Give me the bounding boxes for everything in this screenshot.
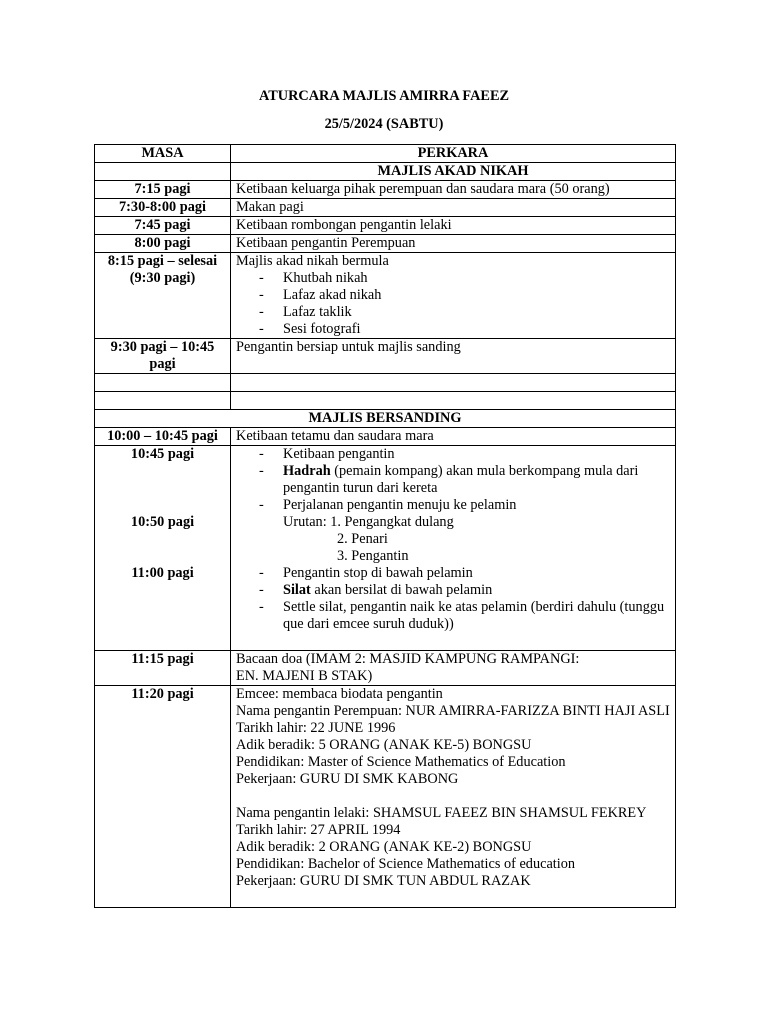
urutan-line: 3. Pengantin [337,548,409,564]
biodata-line: Tarikh lahir: 27 APRIL 1994 [236,822,401,838]
section-row-akad [95,163,676,181]
dash-bullet: - [259,270,264,286]
urutan-line: Urutan: 1. Pengangkat dulang [283,514,454,530]
list-item [236,270,670,287]
table-row [95,199,676,217]
list-item-text: Ketibaan pengantin [283,446,395,462]
list-item [236,582,670,599]
event-cell [231,651,676,686]
biodata-line: Pendidikan: Bachelor of Science Mathematics of education [236,856,576,872]
table-row-akad-main [95,253,676,339]
table-row [95,651,676,686]
document-date: 25/5/2024 (SABTU) [324,116,444,132]
dash-bullet: - [259,304,264,320]
list-item-text: Khutbah nikah [283,270,368,286]
time-cell: 7:45 pagi [95,217,231,235]
biodata-line: Nama pengantin Perempuan: NUR AMIRRA-FARIZZA BINTI HAJI ASLI [236,703,670,719]
time-cell [95,446,231,651]
section-row-sanding [95,410,676,428]
biodata-line: Adik beradik: 5 ORANG (ANAK KE-5) BONGSU [236,737,532,753]
list-item [236,463,670,497]
event-cell [231,446,676,651]
event-text: Majlis akad nikah bermula [236,253,389,269]
table-row [95,217,676,235]
hadrah-bold: Hadrah [283,463,331,479]
time-line: 10:50 pagi [130,514,195,530]
dash-bullet: - [259,565,264,581]
hadrah-rest: (pemain kompang) akan mula berkompang mula dari pengantin turun dari kereta [283,463,639,496]
event-cell: Ketibaan tetamu dan saudara mara [231,428,676,446]
biodata-line: Pekerjaan: GURU DI SMK TUN ABDUL RAZAK [236,873,531,889]
dash-bullet: - [259,582,264,598]
list-item-text: Settle silat, pengantin naik ke atas pelamin (berdiri dahulu (tunggu que dari emcee suruh duduk)) [283,599,665,632]
section-majlis-bersanding: MAJLIS BERSANDING [95,410,676,428]
list-item-text: Pengantin stop di bawah pelamin [283,565,473,581]
dash-bullet: - [259,497,264,513]
time-cell: 10:00 – 10:45 pagi [95,428,231,446]
list-item [236,287,670,304]
section-akad-nikah: MAJLIS AKAD NIKAH [231,163,676,181]
time-line: pagi [149,356,176,372]
biodata-line: Adik beradik: 2 ORANG (ANAK KE-2) BONGSU [236,839,532,855]
list-item-text [283,463,670,497]
time-cell: 7:15 pagi [95,181,231,199]
event-cell: Makan pagi [231,199,676,217]
list-item-text: Sesi fotografi [283,321,361,337]
list-item-text: Perjalanan pengantin menuju ke pelamin [283,497,517,513]
time-cell [95,339,231,374]
list-item-text: Lafaz akad nikah [283,287,382,303]
event-cell: Ketibaan pengantin Perempuan [231,235,676,253]
dash-bullet: - [259,599,264,615]
header-row [95,145,676,163]
event-cell: Ketibaan rombongan pengantin lelaki [231,217,676,235]
table-row-biodata [95,686,676,908]
doa-line: EN. MAJENI B STAK) [236,668,373,684]
event-cell: Ketibaan keluarga pihak perempuan dan saudara mara (50 orang) [231,181,676,199]
empty-row [95,374,676,392]
table-row-sanding [95,446,676,651]
list-item [236,565,670,582]
time-line: 8:15 pagi – selesai [107,253,218,269]
list-item [236,599,670,633]
silat-bold: Silat [283,582,311,598]
time-cell: 7:30-8:00 pagi [95,199,231,217]
schedule-table [94,144,676,908]
time-line: 11:00 pagi [131,565,194,581]
time-cell [95,253,231,339]
table-row [95,428,676,446]
dash-bullet: - [259,321,264,337]
time-cell: 11:15 pagi [95,651,231,686]
table-row [95,181,676,199]
document-title: ATURCARA MAJLIS AMIRRA FAEEZ [258,88,510,104]
header-masa: MASA [95,145,231,163]
table-row [95,235,676,253]
header-perkara: PERKARA [231,145,676,163]
time-line: 9:30 pagi – 10:45 [110,339,215,355]
list-item [236,497,670,514]
silat-rest: akan bersilat di bawah pelamin [310,582,493,598]
list-item [236,446,670,463]
dash-bullet: - [259,446,264,462]
biodata-line: Pekerjaan: GURU DI SMK KABONG [236,771,459,787]
biodata-line: Nama pengantin lelaki: SHAMSUL FAEEZ BIN SHAMSUL FEKREY [236,805,647,821]
time-cell: 11:20 pagi [95,686,231,908]
list-item-text [283,582,670,599]
table-row [95,339,676,374]
doa-line: Bacaan doa (IMAM 2: MASJID KAMPUNG RAMPANGI: [236,651,580,667]
empty-row [95,392,676,410]
list-item [236,304,670,321]
dash-bullet: - [259,287,264,303]
event-cell [231,686,676,908]
dash-bullet: - [259,463,264,479]
list-item-text: Lafaz taklik [283,304,352,320]
event-cell [231,253,676,339]
time-line: (9:30 pagi) [129,270,196,286]
biodata-line: Tarikh lahir: 22 JUNE 1996 [236,720,396,736]
time-line: 10:45 pagi [130,446,195,462]
biodata-line: Emcee: membaca biodata pengantin [236,686,443,702]
time-cell: 8:00 pagi [95,235,231,253]
biodata-line: Pendidikan: Master of Science Mathematics of Education [236,754,566,770]
event-cell: Pengantin bersiap untuk majlis sanding [231,339,676,374]
urutan-line: 2. Penari [337,531,388,547]
list-item [236,321,670,338]
